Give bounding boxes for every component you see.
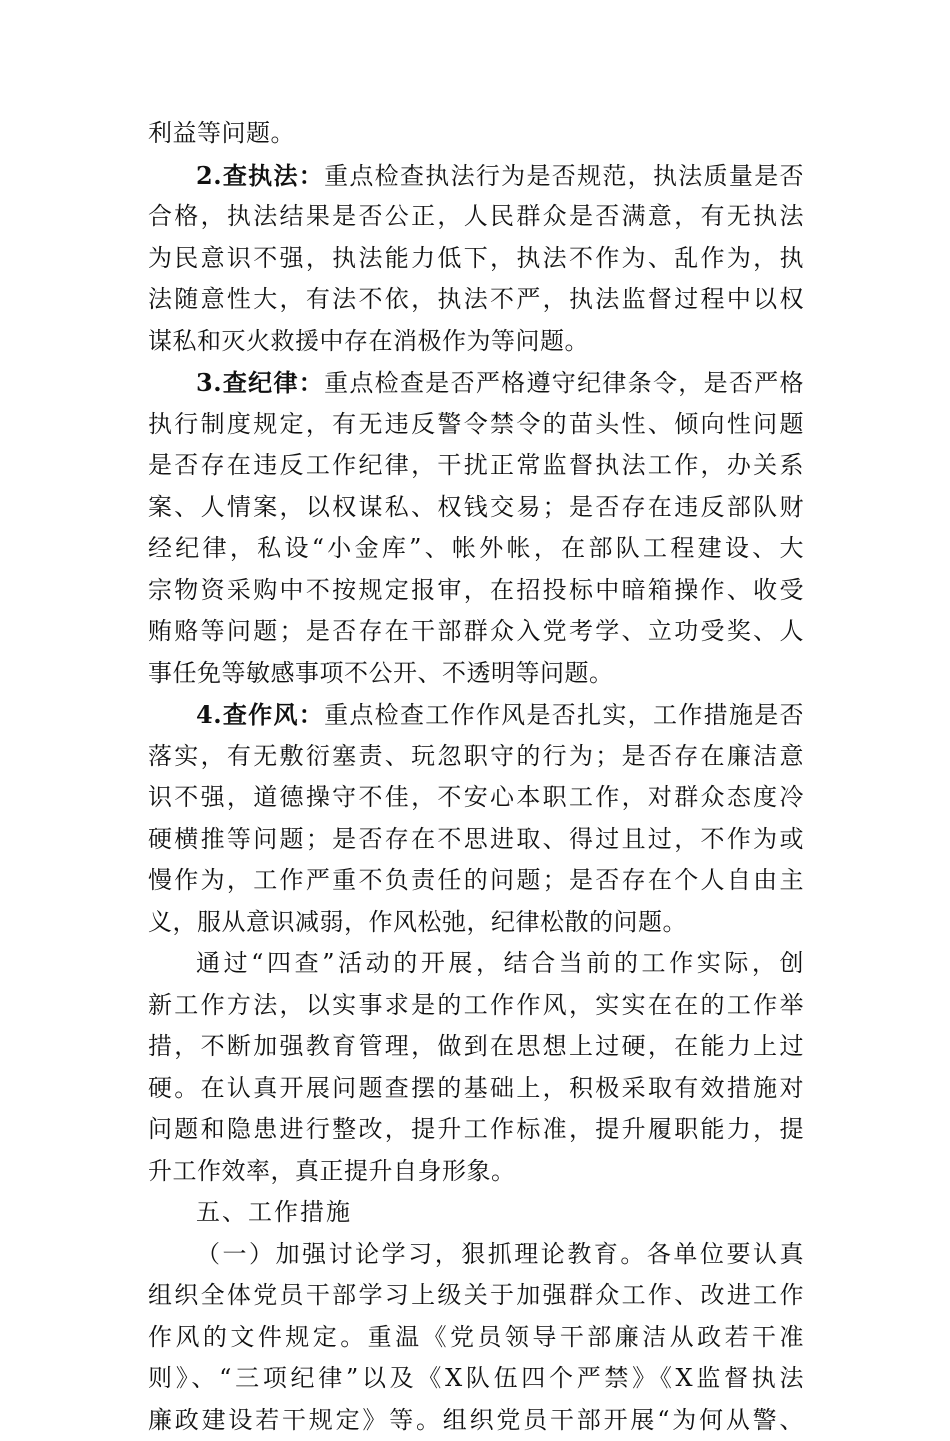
text-line: 硬横推等问题；是否存在不思进取、得过且过，不作为或 [148, 819, 804, 861]
section-title-work-measures: 五、工作措施 [148, 1192, 804, 1234]
paragraph-measure-1: （一）加强讨论学习，狠抓理论教育。各单位要认真 [148, 1234, 804, 1276]
text-line: 利益等问题。 [148, 113, 804, 155]
text-line: 执行制度规定，有无违反警令禁令的苗头性、倾向性问题 [148, 404, 804, 446]
text-line: 廉政建设若干规定》等。组织党员干部开展“为何从警、 [148, 1400, 804, 1441]
text-line: 作风的文件规定。重温《党员领导干部廉洁从政若干准 [148, 1317, 804, 1359]
text-line: 案、人情案，以权谋私、权钱交易；是否存在违反部队财 [148, 487, 804, 529]
text-line: 则》、“三项纪律”以及《X队伍四个严禁》《X监督执法 [148, 1358, 804, 1400]
text-line: 谋私和灭火救援中存在消极作为等问题。 [148, 321, 804, 363]
section-check-discipline: 3.查纪律：重点检查是否严格遵守纪律条令，是否严格 [148, 362, 804, 404]
section-check-work-style: 4.查作风：重点检查工作作风是否扎实，工作措施是否 [148, 694, 804, 736]
text-line: 硬。在认真开展问题查摆的基础上，积极采取有效措施对 [148, 1068, 804, 1110]
text-line: 法随意性大，有法不依，执法不严，执法监督过程中以权 [148, 279, 804, 321]
section-check-law-enforcement: 2.查执法：重点检查执法行为是否规范，执法质量是否 [148, 155, 804, 197]
text-line: 是否存在违反工作纪律，干扰正常监督执法工作，办关系 [148, 445, 804, 487]
text-line: 经纪律，私设“小金库”、帐外帐，在部队工程建设、大 [148, 528, 804, 570]
text-line: 贿赂等问题；是否存在干部群众入党考学、立功受奖、人 [148, 611, 804, 653]
body-text [148, 113, 804, 1441]
text-line: 组织全体党员干部学习上级关于加强群众工作、改进工作 [148, 1275, 804, 1317]
text-line: 事任免等敏感事项不公开、不透明等问题。 [148, 653, 804, 695]
text-line: 新工作方法，以实事求是的工作作风，实实在在的工作举 [148, 985, 804, 1027]
text-line: 升工作效率，真正提升自身形象。 [148, 1151, 804, 1193]
section-heading: 2.查执法： [196, 161, 324, 190]
text-line: 慢作为，工作严重不负责任的问题；是否存在个人自由主 [148, 860, 804, 902]
section-heading: 3.查纪律： [196, 368, 324, 397]
text-line: 宗物资采购中不按规定报审，在招投标中暗箱操作、收受 [148, 570, 804, 612]
text-line: 识不强，道德操守不佳，不安心本职工作，对群众态度冷 [148, 777, 804, 819]
text-line: 问题和隐患进行整改，提升工作标准，提升履职能力，提 [148, 1109, 804, 1151]
text-line: 落实，有无敷衍塞责、玩忽职守的行为；是否存在廉洁意 [148, 736, 804, 778]
text-line: 为民意识不强，执法能力低下，执法不作为、乱作为，执 [148, 238, 804, 280]
text-line: 义，服从意识减弱，作风松弛，纪律松散的问题。 [148, 902, 804, 944]
section-heading: 4.查作风： [196, 700, 324, 729]
text-line: 合格，执法结果是否公正，人民群众是否满意，有无执法 [148, 196, 804, 238]
text-line: 措，不断加强教育管理，做到在思想上过硬，在能力上过 [148, 1026, 804, 1068]
paragraph-summary: 通过“四查”活动的开展，结合当前的工作实际，创 [148, 943, 804, 985]
